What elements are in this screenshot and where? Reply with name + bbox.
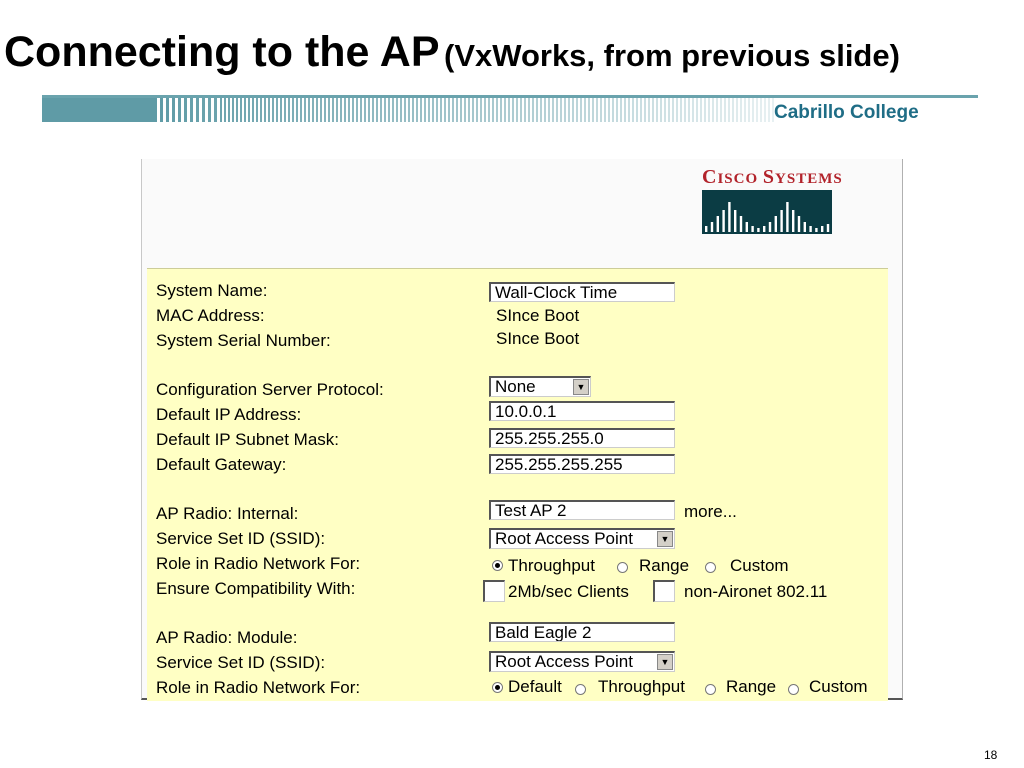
banner-stripe: [728, 98, 730, 122]
logo-bar: [827, 224, 829, 232]
banner-stripe: [664, 98, 666, 122]
banner-stripe: [500, 98, 502, 122]
banner-stripe: [748, 98, 750, 122]
banner-stripe: [556, 98, 558, 122]
banner-stripe: [672, 98, 674, 122]
banner-stripe: [552, 98, 554, 122]
banner-stripe: [692, 98, 694, 122]
banner-stripe: [348, 98, 350, 122]
more-link[interactable]: more...: [684, 502, 737, 521]
config-protocol-select[interactable]: [489, 376, 591, 397]
internal-ssid-label: Service Set ID (SSID):: [156, 529, 326, 548]
banner-stripe: [244, 98, 246, 122]
banner-stripe: [324, 98, 326, 122]
serial-number-value: SInce Boot: [496, 329, 580, 348]
module-role-custom-label: Custom: [809, 677, 868, 696]
banner-stripe: [364, 98, 366, 122]
banner-stripe: [220, 98, 222, 122]
module-radio-name-field[interactable]: Bald Eagle 2: [489, 622, 675, 642]
banner-stripe: [480, 98, 482, 122]
logo-bar: [804, 222, 806, 232]
logo-bar: [751, 226, 753, 232]
banner-stripe: [208, 98, 211, 122]
banner-stripe: [328, 98, 330, 122]
banner-stripe: [524, 98, 526, 122]
logo-bar: [775, 216, 777, 232]
module-role-default-label: Default: [508, 677, 562, 696]
subnet-mask-field[interactable]: 255.255.255.0: [489, 428, 675, 448]
config-protocol-selected: None: [495, 377, 536, 396]
banner-stripe: [596, 98, 598, 122]
system-name-field[interactable]: Wall-Clock Time: [489, 282, 675, 302]
banner-stripe: [160, 98, 163, 122]
banner-stripe: [172, 98, 175, 122]
serial-number-label: System Serial Number:: [156, 331, 331, 350]
dropdown-arrow-icon: ▼: [657, 531, 673, 547]
college-name: Cabrillo College: [774, 102, 919, 123]
banner-stripe: [640, 98, 642, 122]
compatibility-label: Ensure Compatibility With:: [156, 579, 356, 598]
banner-stripe: [536, 98, 538, 122]
banner-stripe: [508, 98, 510, 122]
banner-stripe: [616, 98, 618, 122]
mac-address-label: MAC Address:: [156, 306, 265, 325]
banner-stripe: [202, 98, 205, 122]
banner-stripe: [736, 98, 738, 122]
banner-stripe: [652, 98, 654, 122]
module-role-throughput-label: Throughput: [598, 677, 685, 696]
banner-stripe: [404, 98, 406, 122]
radio-internal-throughput[interactable]: [492, 560, 503, 571]
internal-role-custom-label: Custom: [730, 556, 789, 575]
banner-stripe: [240, 98, 242, 122]
banner-stripe: [300, 98, 302, 122]
banner-stripe: [296, 98, 298, 122]
banner-stripe: [600, 98, 602, 122]
banner-stripe: [752, 98, 754, 122]
banner-stripe: [248, 98, 250, 122]
banner-stripe: [256, 98, 258, 122]
slide-title: [4, 28, 900, 77]
logo-bar: [786, 202, 788, 232]
logo-bar: [780, 210, 782, 232]
logo-bar: [763, 226, 765, 232]
banner-stripe: [440, 98, 442, 122]
banner-stripe: [376, 98, 378, 122]
banner-stripe: [768, 98, 770, 122]
banner-stripe: [584, 98, 586, 122]
banner-stripe: [516, 98, 518, 122]
banner-stripe: [548, 98, 550, 122]
banner-stripe: [732, 98, 734, 122]
banner-stripe: [380, 98, 382, 122]
logo-bar: [705, 226, 707, 232]
logo-bar: [809, 226, 811, 232]
banner-stripe: [496, 98, 498, 122]
slide-title-sub: (VxWorks, from previous slide): [444, 38, 900, 73]
banner-stripe: [448, 98, 450, 122]
banner-stripe: [504, 98, 506, 122]
banner-stripe: [236, 98, 238, 122]
banner-stripe: [468, 98, 470, 122]
banner-stripe: [564, 98, 566, 122]
banner-stripe: [612, 98, 614, 122]
banner-stripe: [184, 98, 187, 122]
banner-stripe: [224, 98, 226, 122]
banner-stripe: [684, 98, 686, 122]
banner-stripe: [604, 98, 606, 122]
banner-stripe: [452, 98, 454, 122]
dropdown-arrow-icon: ▼: [657, 654, 673, 670]
module-role-label: Role in Radio Network For:: [156, 678, 361, 697]
checkbox-non-aironet[interactable]: [653, 580, 675, 602]
banner-stripe: [760, 98, 762, 122]
gateway-label: Default Gateway:: [156, 455, 287, 474]
banner-stripe: [576, 98, 578, 122]
banner-stripe: [744, 98, 746, 122]
banner-stripe: [292, 98, 294, 122]
logo-bar: [711, 222, 713, 232]
banner-stripe: [444, 98, 446, 122]
checkbox-2mb-clients[interactable]: [483, 580, 505, 602]
banner-stripe: [632, 98, 634, 122]
banner-solid-block: [42, 98, 154, 122]
banner-stripe: [588, 98, 590, 122]
logo-bar: [769, 222, 771, 232]
banner-stripe: [676, 98, 678, 122]
logo-bar: [757, 228, 759, 232]
banner-stripe: [724, 98, 726, 122]
banner-stripe: [340, 98, 342, 122]
banner-stripe: [416, 98, 418, 122]
ip-address-field[interactable]: 10.0.0.1: [489, 401, 675, 421]
config-protocol-label: Configuration Server Protocol:: [156, 380, 384, 399]
banner-stripe: [668, 98, 670, 122]
logo-bar: [821, 226, 823, 232]
compat-non-aironet-label: non-Aironet 802.11: [684, 582, 828, 601]
banner-stripe: [252, 98, 254, 122]
banner-stripe: [316, 98, 318, 122]
banner-stripe: [716, 98, 718, 122]
cisco-logo-text: CISCO SYSTEMS: [702, 166, 843, 188]
banner-stripe: [680, 98, 682, 122]
banner-stripe: [344, 98, 346, 122]
banner-stripe: [740, 98, 742, 122]
subnet-mask-label: Default IP Subnet Mask:: [156, 430, 340, 449]
logo-bar: [734, 210, 736, 232]
college-banner: [42, 94, 978, 122]
radio-module-range[interactable]: [705, 684, 716, 695]
banner-stripe: [696, 98, 698, 122]
banner-stripe: [264, 98, 266, 122]
banner-stripe: [472, 98, 474, 122]
banner-stripe: [190, 98, 193, 122]
banner-stripe: [656, 98, 658, 122]
banner-stripe: [332, 98, 334, 122]
logo-bar: [740, 216, 742, 232]
logo-bar: [798, 216, 800, 232]
logo-bar: [746, 222, 748, 232]
gateway-field[interactable]: 255.255.255.255: [489, 454, 675, 474]
cisco-bridge-icon: [702, 190, 832, 234]
logo-bar: [792, 210, 794, 232]
banner-stripes: [154, 98, 794, 122]
banner-stripe: [688, 98, 690, 122]
radio-module-throughput[interactable]: [575, 684, 586, 695]
banner-stripe: [628, 98, 630, 122]
banner-stripe: [428, 98, 430, 122]
banner-stripe: [464, 98, 466, 122]
banner-stripe: [412, 98, 414, 122]
banner-stripe: [166, 98, 169, 122]
banner-stripe: [484, 98, 486, 122]
banner-stripe: [624, 98, 626, 122]
radio-module-default[interactable]: [492, 682, 503, 693]
banner-stripe: [308, 98, 310, 122]
banner-stripe: [492, 98, 494, 122]
banner-stripe: [436, 98, 438, 122]
banner-stripe: [648, 98, 650, 122]
slide-title-main: Connecting to the AP: [4, 28, 440, 76]
banner-stripe: [304, 98, 306, 122]
banner-stripe: [372, 98, 374, 122]
internal-ssid-selected: Root Access Point: [495, 529, 633, 548]
banner-stripe: [400, 98, 402, 122]
banner-stripe: [284, 98, 286, 122]
banner-stripe: [636, 98, 638, 122]
banner-stripe: [312, 98, 314, 122]
banner-stripe: [276, 98, 278, 122]
internal-ssid-select[interactable]: [489, 528, 675, 549]
banner-stripe: [560, 98, 562, 122]
banner-stripe: [488, 98, 490, 122]
banner-stripe: [424, 98, 426, 122]
banner-stripe: [392, 98, 394, 122]
internal-role-range-label: Range: [639, 556, 690, 575]
banner-stripe: [644, 98, 646, 122]
banner-stripe: [572, 98, 574, 122]
banner-stripe: [196, 98, 199, 122]
module-ssid-selected: Root Access Point: [495, 652, 633, 671]
banner-stripe: [592, 98, 594, 122]
banner-stripe: [580, 98, 582, 122]
banner-stripe: [268, 98, 270, 122]
logo-bar: [815, 228, 817, 232]
banner-stripe: [288, 98, 290, 122]
dropdown-arrow-icon: ▼: [573, 379, 589, 395]
mac-address-value: SInce Boot: [496, 306, 580, 325]
banner-stripe: [336, 98, 338, 122]
module-role-range-label: Range: [726, 677, 777, 696]
banner-stripe: [272, 98, 274, 122]
banner-stripe: [712, 98, 714, 122]
compat-2mb-label: 2Mb/sec Clients: [508, 582, 629, 601]
banner-stripe: [660, 98, 662, 122]
banner-stripe: [520, 98, 522, 122]
page-number: 18: [984, 748, 998, 762]
ip-address-label: Default IP Address:: [156, 405, 302, 424]
banner-stripe: [512, 98, 514, 122]
banner-stripe: [704, 98, 706, 122]
module-ssid-label: Service Set ID (SSID):: [156, 653, 326, 672]
banner-stripe: [528, 98, 530, 122]
banner-stripe: [708, 98, 710, 122]
banner-stripe: [608, 98, 610, 122]
banner-stripe: [228, 98, 230, 122]
banner-stripe: [352, 98, 354, 122]
logo-bar: [728, 202, 730, 232]
banner-stripe: [456, 98, 458, 122]
radio-module-custom[interactable]: [788, 684, 799, 695]
banner-stripe: [178, 98, 181, 122]
module-ssid-select[interactable]: [489, 651, 675, 672]
banner-stripe: [260, 98, 262, 122]
banner-stripe: [720, 98, 722, 122]
banner-stripe: [368, 98, 370, 122]
banner-stripe: [356, 98, 358, 122]
banner-stripe: [532, 98, 534, 122]
system-name-label: System Name:: [156, 281, 268, 300]
banner-stripe: [232, 98, 234, 122]
banner-stripe: [700, 98, 702, 122]
banner-stripe: [756, 98, 758, 122]
internal-radio-name-field[interactable]: Test AP 2: [489, 500, 675, 520]
internal-radio-label: AP Radio: Internal:: [156, 504, 299, 523]
banner-stripe: [320, 98, 322, 122]
internal-role-label: Role in Radio Network For:: [156, 554, 361, 573]
logo-bar: [722, 210, 724, 232]
internal-role-throughput-label: Throughput: [508, 556, 595, 575]
banner-stripe: [620, 98, 622, 122]
banner-stripe: [396, 98, 398, 122]
banner-stripe: [384, 98, 386, 122]
banner-stripe: [476, 98, 478, 122]
radio-internal-custom[interactable]: [705, 562, 716, 573]
banner-stripe: [214, 98, 217, 122]
banner-stripe: [540, 98, 542, 122]
banner-stripe: [408, 98, 410, 122]
logo-bar: [717, 216, 719, 232]
banner-stripe: [388, 98, 390, 122]
banner-stripe: [420, 98, 422, 122]
banner-stripe: [432, 98, 434, 122]
cisco-systems-logo: [702, 166, 843, 236]
banner-stripe: [360, 98, 362, 122]
banner-stripe: [568, 98, 570, 122]
banner-stripe: [544, 98, 546, 122]
radio-internal-range[interactable]: [617, 562, 628, 573]
module-radio-label: AP Radio: Module:: [156, 628, 298, 647]
banner-stripe: [460, 98, 462, 122]
banner-stripe: [154, 98, 157, 122]
banner-stripe: [280, 98, 282, 122]
banner-stripe: [764, 98, 766, 122]
